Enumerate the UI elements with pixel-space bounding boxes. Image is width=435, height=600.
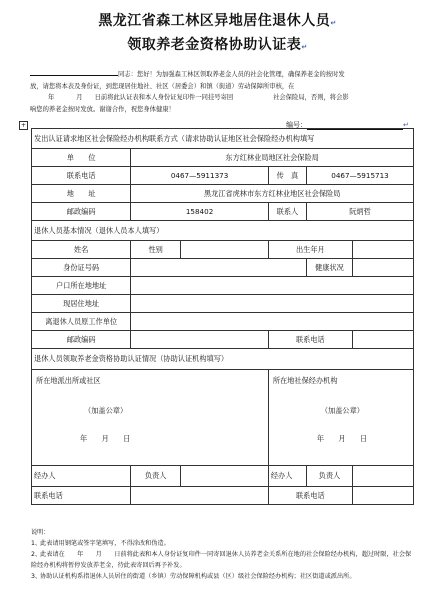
fax-value[interactable]: 0467—5915713 <box>307 167 414 185</box>
gender-field[interactable] <box>180 241 268 259</box>
section2-header: 退休人员基本情况（退休人员本人填写） <box>32 221 414 241</box>
note-2: 2、此表请在 年 月 日前将此表和本人身份证复印件一同寄回退休人员养老金关系所在地的社会保险经办机构，超过时限，社会保险经办机构将暂停发放养老金，待此表寄回后再予补发。 <box>31 551 412 569</box>
serial-number: 编号： ↵ <box>286 121 409 129</box>
section3-header: 退休人员领取养老金资格协助认证情况（协助认证机构填写） <box>32 349 414 370</box>
fax-label: 传 真 <box>268 167 306 185</box>
left-date: 年 月 日 <box>80 434 131 443</box>
unit-value[interactable]: 东方红林业局地区社会保险局 <box>131 149 414 167</box>
postcode-label: 邮政编码 <box>32 203 131 221</box>
note-1: 1、此表请用钢笔或签字笔填写，不得涂改和伪造。 <box>31 540 170 547</box>
birth-label: 出生年月 <box>268 241 352 259</box>
form-title-line1: 黑龙江省森工林区异地居住退休人员↵ <box>98 13 337 29</box>
right-handler-label: 经办人 <box>268 466 306 487</box>
unit-label: 单 位 <box>32 149 131 167</box>
gender-label: 性别 <box>131 241 181 259</box>
right-leader-label: 负责人 <box>307 466 353 487</box>
phone2-field[interactable] <box>352 331 413 349</box>
table-move-handle-icon[interactable]: + <box>20 122 27 129</box>
right-phone-label: 联系电话 <box>268 487 352 505</box>
phone-label: 联系电话 <box>32 167 131 185</box>
id-field[interactable] <box>131 259 307 277</box>
left-cert-box[interactable] <box>32 370 269 466</box>
left-leader-field[interactable] <box>180 466 268 487</box>
address-label: 地 址 <box>32 185 131 203</box>
left-phone-field[interactable] <box>131 487 269 505</box>
certification-table <box>31 128 414 505</box>
hukou-field[interactable] <box>131 277 414 295</box>
workunit-field[interactable] <box>131 313 414 331</box>
right-cert-box[interactable] <box>268 370 413 466</box>
health-label: 健康状况 <box>307 259 353 277</box>
phone2-label: 联系电话 <box>268 331 352 349</box>
phone-value[interactable]: 0467—5911373 <box>131 167 269 185</box>
right-leader-field[interactable] <box>352 466 413 487</box>
id-label: 身份证号码 <box>32 259 131 277</box>
form-title-line2: 领取养老金资格协助认证表↵ <box>127 37 308 53</box>
right-org-label: 所在地社保经办机构 <box>272 376 338 385</box>
section1-header: 发出认证请求地区社会保险经办机构联系方式（请求协助认证地区社会保险经办机构填写 <box>32 129 414 149</box>
right-phone-field[interactable] <box>352 487 413 505</box>
intro-paragraph: 同志：您好！为加强森工林区领取养老金人员的社会化管理，确保养老金的按时发 放，请您将本表及身份证，到您现居住地社、社区（居委会）和镇（街道）劳动保障所审核，在 年 月 日前将此认证表和本人身份证复印件一同挂号寄回 社会保险局，否则，将会影 响您的养老金按时发放。谢谢合作，祝您身体健康！ <box>30 68 410 115</box>
left-leader-label: 负责人 <box>131 466 181 487</box>
residence-label: 现居住地址 <box>32 295 131 313</box>
left-seal: （加盖公章） <box>84 406 128 415</box>
notes <box>31 527 414 582</box>
health-field[interactable] <box>352 259 413 277</box>
residence-field[interactable] <box>131 295 414 313</box>
note-3: 3、协助认证机构系指退休人员居住的街道（乡镇）劳动保障机构或县（区）级社会保险经办机构；社区街道或派出所。 <box>31 573 356 580</box>
contact-value[interactable]: 阮炳哲 <box>307 203 414 221</box>
postcode-value[interactable]: 158402 <box>131 203 269 221</box>
left-phone-label: 联系电话 <box>32 487 131 505</box>
left-handler-label: 经办人 <box>32 466 131 487</box>
name-label: 姓名 <box>32 241 131 259</box>
postcode2-field[interactable] <box>131 331 269 349</box>
contact-label: 联系人 <box>268 203 306 221</box>
hukou-label: 户口所在地地址 <box>32 277 131 295</box>
left-org-label: 所在地派出所或社区 <box>36 376 101 385</box>
address-value[interactable]: 黑龙江省虎林市东方红林业地区社会保险局 <box>131 185 414 203</box>
right-seal: （加盖公章） <box>320 406 364 415</box>
birth-field[interactable] <box>352 241 413 259</box>
section1-header-row <box>32 129 414 149</box>
postcode2-label: 邮政编码 <box>32 331 131 349</box>
workunit-label: 离退休人员原工作单位 <box>32 313 131 331</box>
right-date: 年 月 日 <box>316 434 368 443</box>
notes-title: 说明： <box>31 529 50 536</box>
